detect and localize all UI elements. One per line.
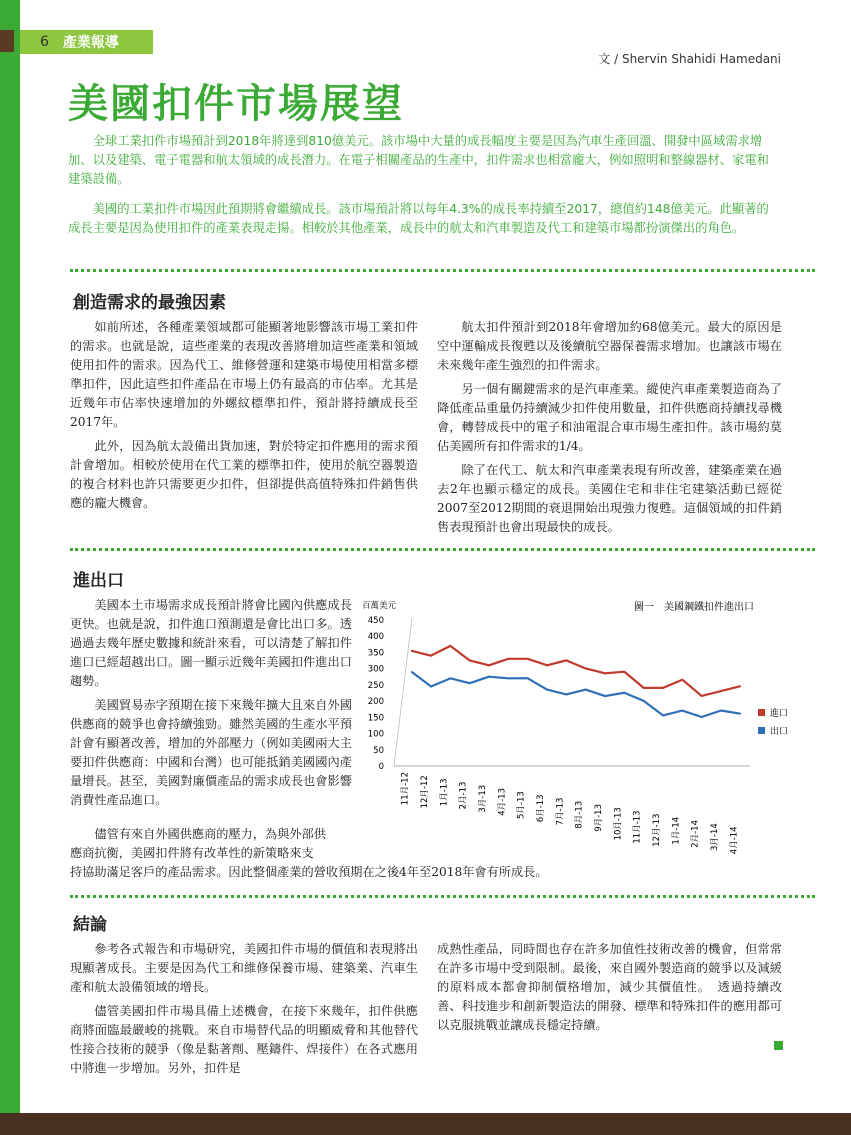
data-point [450, 678, 452, 680]
data-point [643, 687, 645, 689]
data-point [604, 695, 606, 697]
data-point [701, 716, 703, 718]
x-tick-label: 1月-14 [671, 816, 682, 845]
x-tick-label: 11月-13 [632, 810, 643, 844]
series-line-import [412, 646, 741, 696]
data-point [604, 673, 606, 675]
section2-last-paragraph [70, 825, 360, 863]
paragraph: 美國本土市場需求成長預計將會比國內供應成長更快。也就是說，扣件進口預測還是會比出口多。透過過去幾年歷史數據和統計來看，可以清楚了解扣件進口已經超越出口。圖一顯示近幾年美國扣件進出口趨勢。 [70, 598, 352, 688]
text-line: 持協助滿足客戶的產品需求。因此整個產業的營收預期在之後4年至2018年會有所成長。 [70, 865, 548, 879]
text-line: 儘管有來自外國供應商的壓力，為與外部供 [94, 827, 326, 841]
data-point [469, 660, 471, 662]
x-tick-label: 2月-14 [690, 820, 701, 848]
data-point [682, 679, 684, 681]
y-tick-label: 0 [378, 762, 384, 772]
x-tick-label: 2月-13 [458, 781, 469, 810]
data-point [430, 655, 432, 657]
data-point [643, 700, 645, 702]
intro-paragraph-1: 全球工業扣件市場預計到2018年將達到810億美元。該市場中大量的成長幅度主要是因為汽車生產回溫、開發中區域需求增加、以及建築、電子電器和航太領域的成長潛力。在電子相關產品的生產中，扣件需求也相當龐大，例如照明和整線器材、家電和建築設備。 [68, 134, 769, 186]
paragraph: 儘管美國扣件市場具備上述機會，在接下來幾年，扣件供應商將面臨最嚴峻的挑戰。來自市場替代品的明顯威脅和其他替代性接合技術的競爭（像是黏著劑、壓鑄件、焊接件）在各式應用中將進一步增加。另外，扣件是 [70, 1004, 418, 1075]
intro-paragraph-2: 美國的工業扣件市場因此預期將會繼續成長。該市場預計將以每年4.3%的成長率持續至2017，總值約148億美元。此顯著的成長主要是因為使用扣件的產業表現走揚。相較於其他產業，成長中的航太和汽車製造及代工和建築市場都扮演傑出的角色。 [68, 202, 769, 235]
section-tab [20, 30, 153, 54]
x-tick-label: 3月-14 [710, 823, 720, 851]
data-point [720, 710, 722, 712]
x-tick-label: 5月-13 [516, 791, 527, 819]
end-mark-icon [774, 1041, 783, 1050]
data-point [488, 665, 490, 667]
y-tick-label: 50 [373, 745, 384, 756]
data-point [469, 682, 471, 684]
data-point [566, 694, 568, 696]
y-tick-label: 350 [367, 648, 384, 659]
x-tick-label: 10月-13 [613, 807, 624, 841]
y-axis-line [394, 618, 412, 766]
x-tick-label: 11月-12 [400, 772, 411, 806]
paragraph: 除了在代工、航太和汽車產業表現有所改善，建築產業在過去2年也顯示穩定的成長。美國住宅和非住宅建築活動已經從2007至2012期間的衰退開始出現強力復甦。這個領域的扣件銷售表現預計也會出現最快的成長。 [437, 463, 782, 534]
y-tick-label: 400 [367, 632, 384, 643]
x-tick-label: 4月-13 [497, 788, 508, 816]
x-tick-label: 9月-13 [594, 804, 604, 832]
data-point [527, 677, 529, 679]
legend-swatch [758, 709, 765, 716]
paragraph: 美國貿易赤字預期在接下來幾年擴大且來自外國供應商的競爭也會持續強勁。雖然美國的生產水平預計會有顯著改善，增加的外部壓力（例如美國兩大主要扣件供應商：中國和台灣）也可能抵銷美國國內產量增長。甚至，美國對廉價產品的需求成長也會影響消費性產品進口。 [70, 698, 352, 807]
text-line: 應商抗衡，美國扣件將有改革性的新策略來支 [70, 846, 314, 860]
data-point [624, 692, 626, 694]
paragraph: 參考各式報告和市場研究，美國扣件市場的價值和表現將出現顯著成長。主要是因為代工和維修保養市場、建築業、汽車生產和航太設備領域的增長。 [70, 942, 418, 994]
section-heading-trade: 進出口 [73, 571, 124, 591]
byline: 文 / Shervin Shahidi Hamedani [598, 52, 781, 66]
data-point [662, 687, 664, 689]
data-point [662, 715, 664, 717]
x-tick-label: 8月-13 [574, 800, 585, 829]
section3-right-column [437, 940, 782, 1040]
data-point [585, 668, 587, 670]
data-point [411, 650, 413, 652]
x-tick-label: 4月-14 [729, 826, 740, 855]
legend-label: 出口 [770, 727, 789, 737]
section2-text-column [70, 596, 352, 815]
series-line-export [412, 672, 741, 717]
paragraph: 另一個有關鍵需求的是汽車產業。縱使汽車產業製造商為了降低產品重量仍持續減少扣件使用數量，扣件供應商持續找尋機會，轉替成長中的電子和油電混合車市場生產扣件。該市場約莫佔美國所有扣件需求的1/4。 [437, 382, 782, 453]
data-point [430, 686, 432, 688]
data-point [411, 671, 413, 673]
data-point [720, 690, 722, 692]
x-tick-label: 12月-13 [652, 813, 662, 847]
paragraph: 航太扣件預計到2018年會增加約68億美元。最大的原因是空中運輸成長復甦以及後續航空器保養需求增加。也讓該市場在未來幾年產生強烈的扣件需求。 [437, 320, 782, 372]
y-axis-label: 百萬美元 [362, 601, 397, 611]
data-point [740, 685, 742, 687]
y-tick-label: 200 [367, 697, 384, 708]
header-brown-block [0, 30, 14, 52]
x-tick-label: 1月-13 [439, 778, 450, 807]
section3-left-column [70, 940, 418, 1083]
divider [70, 548, 815, 551]
data-point [450, 645, 452, 647]
divider [70, 269, 815, 272]
paragraph: 成熟性產品，同時間也存在許多加值性技術改善的機會，但常常在許多市場中受到限制。最後，來自國外製造商的競爭以及減緩的原料成本都會抑制價格增加，減少其價值性。 透過持續改善、科技進步和創新製造法的開發、標準和特殊扣件的應用都可以克服挑戰並讓成長穩定持續。 [437, 942, 782, 1032]
section1-right-column [437, 318, 782, 542]
x-tick-label: 3月-13 [478, 784, 488, 813]
data-point [701, 695, 703, 697]
y-tick-label: 100 [367, 729, 384, 740]
data-point [585, 689, 587, 691]
section-label: 產業報導 [62, 35, 119, 51]
trade-chart [360, 598, 789, 858]
left-accent-bar [0, 0, 20, 1135]
data-point [527, 658, 529, 660]
y-tick-label: 300 [367, 664, 384, 675]
section-heading-demand: 創造需求的最強因素 [73, 293, 226, 313]
paragraph: 此外，因為航太設備出貨加速，對於特定扣件應用的需求預計會增加。相較於使用在代工業的標準扣件，使用於航空器製造的複合材料也許只需要更少扣件，但卻提供高值特殊扣件銷售供應的龐大機會。 [70, 439, 418, 510]
article-title: 美國扣件市場展望 [68, 80, 404, 127]
data-point [624, 671, 626, 673]
data-point [546, 689, 548, 691]
data-point [508, 658, 510, 660]
divider [70, 895, 815, 898]
section1-left-column [70, 318, 418, 518]
x-tick-label: 6月-13 [536, 794, 546, 823]
data-point [682, 710, 684, 712]
y-tick-label: 250 [367, 680, 384, 691]
legend-label: 進口 [770, 709, 789, 719]
data-point [740, 713, 742, 715]
y-tick-label: 450 [367, 616, 384, 626]
data-point [488, 676, 490, 678]
chart-svg [360, 598, 789, 858]
legend-swatch [758, 727, 765, 734]
page-number: 6 [40, 34, 49, 50]
x-tick-label: 7月-13 [555, 797, 566, 826]
data-point [508, 677, 510, 679]
y-tick-label: 150 [367, 713, 384, 724]
paragraph: 如前所述，各種產業領域都可能顯著地影響該市場工業扣件的需求。也就是說，這些產業的表現改善將增加這些產業和領域使用扣件的需求。因為代工、維修營運和建築市場使用相當多標準扣件，因此這些扣件產品在市場上仍有最高的市佔率。尤其是近幾年市佔率快速增加的外螺紋標準扣件，預計將持續成長至2017年。 [70, 320, 418, 429]
footer-bar [0, 1113, 851, 1135]
chart-title: 圖一 美國鋼鐵扣件進出口 [634, 602, 754, 613]
data-point [566, 660, 568, 662]
section-heading-conclusion: 結論 [73, 915, 107, 935]
data-point [546, 664, 548, 666]
x-tick-label: 12月-12 [420, 775, 430, 809]
